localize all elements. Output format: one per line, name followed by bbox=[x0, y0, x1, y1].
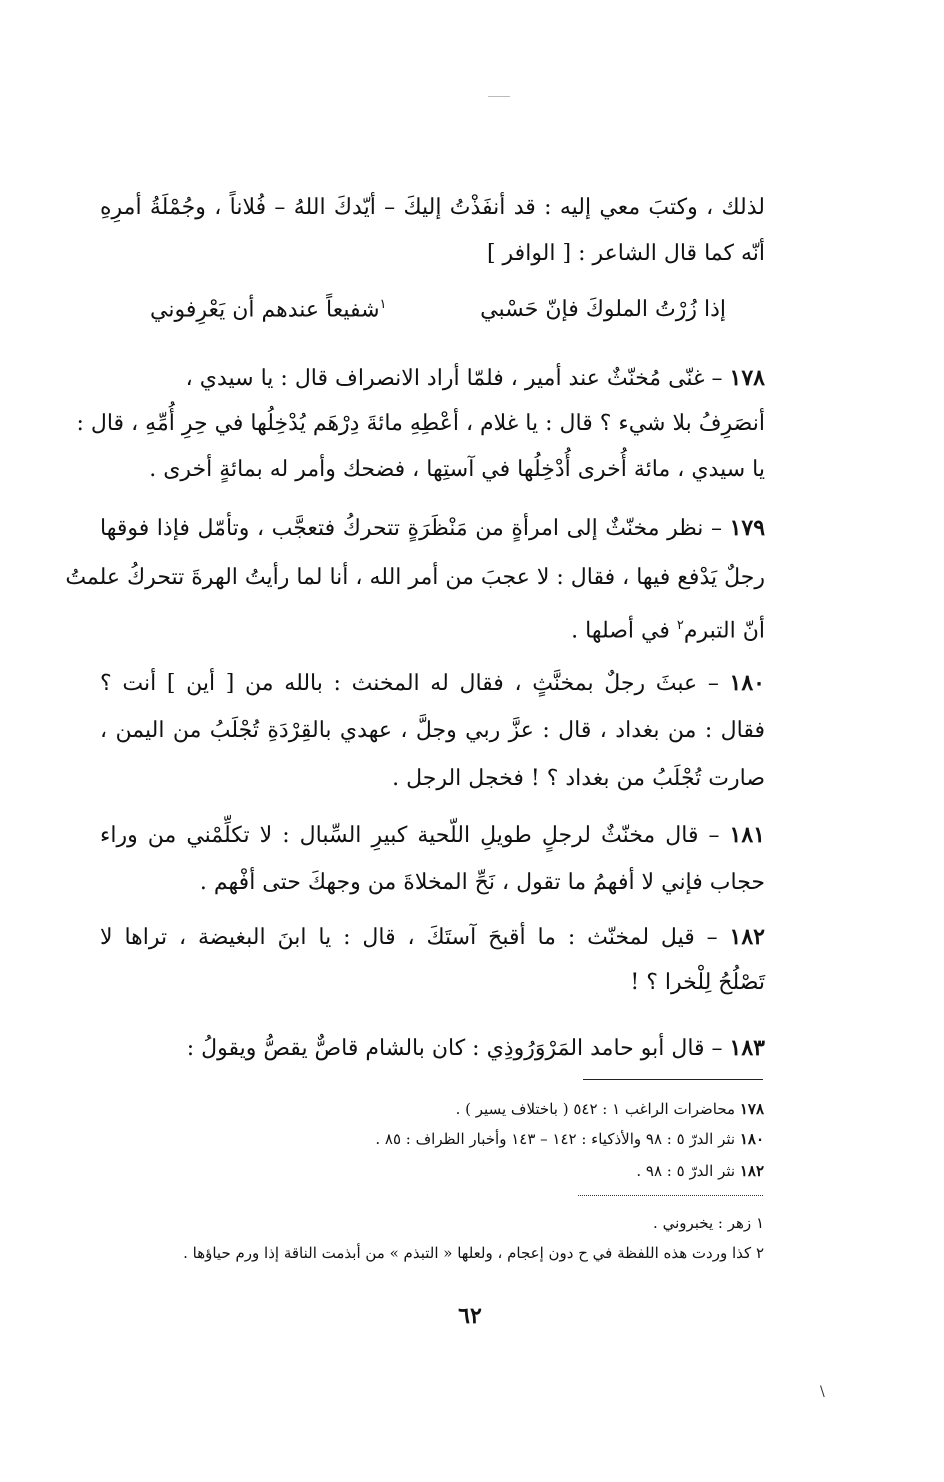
footnote-dotted-separator bbox=[578, 1195, 763, 1196]
text-line: صارت تُجْلَبُ من بغداد ؟ ! فخجل الرجل . bbox=[392, 766, 765, 791]
text-line: رجلٌ يَدْفع فيها ، فقال : لا عجبَ من أمر الله ، أنا لما رأيتُ الهرةَ تتحركُ علمتُ bbox=[65, 565, 765, 590]
page-number: ٦٢ bbox=[458, 1303, 482, 1329]
text-line bbox=[185, 363, 765, 394]
verse-footnote-ref: ١ bbox=[379, 297, 387, 312]
source-note-182 bbox=[636, 1160, 764, 1182]
footnote-separator bbox=[583, 1079, 763, 1080]
anecdote-number: ١٨٣ bbox=[729, 1035, 765, 1061]
source-number: ١٧٨ bbox=[739, 1100, 764, 1118]
anecdote-number: ١٨١ bbox=[729, 822, 765, 848]
anecdote-text: – قال أبو حامد المَرْوَرُوذِي : كان بالشام قاصٌّ يقصُّ ويقولُ : bbox=[186, 1036, 723, 1061]
source-text: نثر الدرّ ٥ : ٩٨ . bbox=[636, 1162, 736, 1180]
anecdote-text: – نظر مخنّثٌ إلى امرأةٍ من مَنْظَرَةٍ تتحركُ فتعجَّب ، وتأمّل فإذا فوقها bbox=[100, 516, 722, 541]
text-line bbox=[100, 513, 765, 544]
anecdote-number: ١٧٨ bbox=[729, 365, 765, 391]
footnote-1: ١ زهر : يخبروني . bbox=[653, 1214, 764, 1232]
footnote-ref: ٢ bbox=[676, 618, 684, 633]
text-line: تَصْلُحُ لِلْخرا ؟ ! bbox=[630, 970, 765, 995]
anecdote-text: – غنّى مُخنّثٌ عند أمير ، فلمّا أراد الانصراف قال : يا سيدي ، bbox=[185, 366, 723, 391]
source-text: نثر الدرّ ٥ : ٩٨ والأذكياء : ١٤٢ – ١٤٣ وأخبار الظراف : ٨٥ . bbox=[375, 1130, 736, 1148]
source-number: ١٨٠ bbox=[739, 1130, 764, 1148]
verse-right-hemistich: إذا زُرْتُ الملوكَ فإنّ حَسْبي bbox=[480, 297, 726, 322]
verse-left-text: شفيعاً عندهم أن يَعْرِفوني bbox=[150, 297, 380, 323]
text-line bbox=[187, 1033, 765, 1064]
text-line: لذلك ، وكتبَ معي إليه : قد أنفَذْتُ إليكَ – أيّدكَ اللهُ – فُلاناً ، وجُمْلَةُ أمرِهِ bbox=[100, 195, 765, 220]
text-line: أنّه كما قال الشاعر : [ الوافر ] bbox=[486, 241, 765, 266]
footnote-2: ٢ كذا وردت هذه اللفظة في ح دون إعجام ، ولعلها « التبذم » من أبذمت الناقة إذا ورم حياؤها . bbox=[183, 1244, 764, 1262]
anecdote-number: ١٨٠ bbox=[729, 670, 765, 696]
text-line: فقال : من بغداد ، قال : عزَّ ربي وجلَّ ، عهدي بالقِرْدَةِ تُجْلَبُ من اليمن ، bbox=[100, 718, 765, 743]
source-text: محاضرات الراغب ١ : ٥٤٢ ( باختلاف يسير ) . bbox=[455, 1100, 736, 1118]
anecdote-number: ١٨٢ bbox=[729, 924, 765, 950]
anecdote-text: – عبثَ رجلٌ بمخنَّثٍ ، فقال له المخنث : بالله من [ أين ] أنت ؟ bbox=[100, 671, 719, 696]
header-mark bbox=[488, 96, 510, 97]
scan-mark: \ bbox=[820, 1384, 825, 1400]
text-line bbox=[100, 820, 765, 851]
text-line bbox=[100, 922, 765, 953]
text-line: حجاب فإني لا أفهمُ ما تقول ، نَحِّ المخلاةَ من وجهكَ حتى أفْهم . bbox=[199, 870, 765, 895]
text-line: أنصَرِفُ بلا شيء ؟ قال : يا غلام ، أعْطِهِ مائةَ دِرْهَم يُدْخِلُها في حِرِ أُمِّهِ ، قال : bbox=[76, 411, 765, 436]
anecdote-text: – قال مخنّثٌ لرجلٍ طويلِ اللّحية كبيرِ السِّبال : لا تكلِّمْني من وراء bbox=[100, 823, 720, 848]
source-number: ١٨٢ bbox=[739, 1162, 764, 1180]
text-part: في أصلها . bbox=[571, 618, 677, 644]
anecdote-text: – قيل لمخنّث : ما أقبحَ آستَكَ ، قال : يا ابنَ البغيضة ، تراها لا bbox=[100, 925, 718, 950]
source-note-178 bbox=[456, 1098, 764, 1120]
text-line bbox=[571, 611, 765, 646]
text-line: يا سيدي ، مائة أُخرى أُدْخِلُها في آستِها ، فضحك وأمر له بمائةٍ أخرى . bbox=[149, 457, 765, 482]
text-line bbox=[100, 668, 765, 699]
anecdote-number: ١٧٩ bbox=[729, 515, 766, 541]
text-part: أنّ التبرم bbox=[683, 618, 765, 644]
verse-left-hemistich bbox=[150, 297, 387, 322]
source-note-180 bbox=[375, 1128, 764, 1150]
